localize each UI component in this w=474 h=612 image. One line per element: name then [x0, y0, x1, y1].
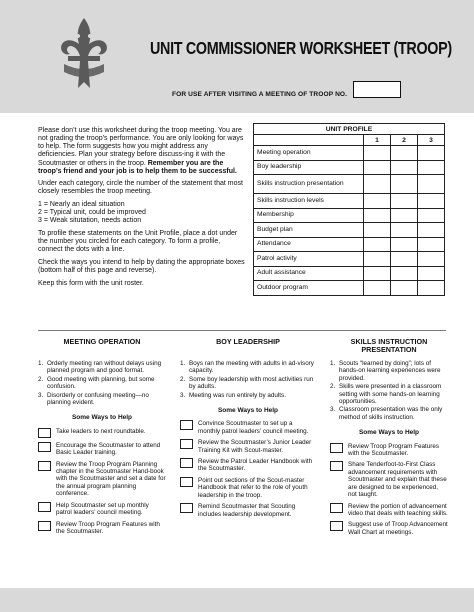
help-text: Help Scoutmaster set up monthly patrol leaders’ council meeting. [56, 501, 149, 517]
statement-item[interactable] [180, 360, 316, 375]
help-item [38, 502, 166, 517]
footer-band [0, 588, 474, 612]
date-checkbox[interactable] [38, 442, 51, 452]
profile-cell[interactable] [391, 281, 418, 296]
troop-number-label: FOR USE AFTER VISITING A MEETING OF TROOP NO. [172, 91, 348, 98]
help-text: Convince Scoutmaster to set up a monthly patrol leaders’ council meeting. [198, 420, 309, 435]
profile-cell[interactable] [418, 252, 445, 267]
statement-item[interactable] [330, 360, 448, 382]
help-item [180, 503, 316, 518]
boy-leadership-section [180, 338, 316, 522]
section-heading: SKILLS INSTRUCTION PRESENTATION [350, 337, 428, 355]
statement-number: 1. [38, 360, 44, 367]
help-text: Take leaders to next roundtable. [56, 427, 146, 435]
profile-row-label: Adult assistance [254, 266, 364, 281]
statement-list [38, 360, 166, 406]
date-checkbox[interactable] [180, 458, 193, 468]
instructions-para-4: Check the ways you intend to help by dating the appropriate boxes (bottom half of this page and reverse). [38, 258, 245, 275]
instructions-para-1 [38, 127, 246, 176]
profile-cell[interactable] [418, 266, 445, 281]
help-text: Review the Scoutmaster’s Junior Leader Training Kit with Scout-master. [198, 439, 312, 454]
instructions-para-5: Keep this form with the unit roster. [38, 279, 144, 287]
profile-cell[interactable] [364, 223, 391, 238]
unit-profile-title: UNIT PROFILE [254, 124, 445, 135]
statement-text: Scouts “learned by doing”; lots of hands-on learning experiences were provided. [339, 360, 441, 382]
profile-cell[interactable] [364, 146, 391, 161]
date-checkbox[interactable] [330, 503, 343, 513]
instructions [38, 127, 246, 292]
statement-text: Boys ran the meeting with adults in ad-visory capacity. [189, 360, 314, 375]
profile-cell[interactable] [391, 208, 418, 223]
date-checkbox[interactable] [330, 521, 343, 531]
profile-cell[interactable] [418, 160, 445, 175]
help-item [38, 442, 166, 457]
help-item [180, 439, 316, 454]
date-checkbox[interactable] [38, 502, 51, 512]
meeting-operation-section [38, 338, 166, 539]
date-checkbox[interactable] [38, 461, 51, 471]
profile-cell[interactable] [391, 146, 418, 161]
statement-number: 2. [180, 375, 186, 383]
statement-number: 3. [330, 406, 336, 414]
help-text: Review the Patrol Leader Handbook with the Scoutmaster. [198, 458, 313, 473]
instructions-text: Please don’t use this worksheet during the troop meeting. You are not grading the troop’s performance. You are only looking for ways to help. The form suggests how you might address any deficiencies. Plan your strategy before discuss-ing it with the Scoutmaster or others in the troop. [38, 127, 244, 167]
profile-cell[interactable] [391, 160, 418, 175]
profile-cell[interactable] [418, 194, 445, 209]
statement-text: Skills were presented in a classroom setting with some hands-on learning opportunities. [339, 383, 442, 406]
rating-scale-item: 1 = Nearly an ideal situation [38, 201, 125, 209]
date-checkbox[interactable] [330, 443, 343, 453]
profile-cell[interactable] [391, 194, 418, 209]
help-item [330, 443, 448, 458]
profile-cell[interactable] [391, 223, 418, 238]
statement-list [180, 360, 316, 399]
profile-cell[interactable] [418, 237, 445, 252]
date-checkbox[interactable] [180, 503, 193, 513]
section-heading: BOY LEADERSHIP [216, 337, 280, 346]
profile-row-label: Outdoor program [254, 281, 364, 296]
profile-row-label: Membership [254, 208, 364, 223]
date-checkbox[interactable] [38, 428, 51, 438]
help-text: Encourage the Scoutmaster to attend Basic Leader training. [56, 441, 161, 457]
help-item [180, 477, 316, 499]
profile-col-3: 3 [418, 135, 445, 146]
profile-cell[interactable] [391, 252, 418, 267]
profile-cell[interactable] [364, 281, 391, 296]
profile-cell[interactable] [391, 175, 418, 194]
help-item [330, 521, 448, 536]
profile-row-label: Meeting operation [254, 146, 364, 161]
profile-cell[interactable] [418, 223, 445, 238]
profile-row-label: Budget plan [254, 223, 364, 238]
help-item [38, 461, 166, 498]
help-item [330, 461, 448, 498]
statement-item[interactable] [330, 406, 448, 421]
help-item [180, 420, 316, 435]
date-checkbox[interactable] [38, 521, 51, 531]
rating-scale-item: 2 = Typical unit, could be improved [38, 209, 146, 217]
statement-list [330, 360, 448, 421]
profile-header-blank [254, 135, 364, 146]
profile-row-label: Patrol activity [254, 252, 364, 267]
profile-cell[interactable] [418, 208, 445, 223]
profile-col-1: 1 [364, 135, 391, 146]
skills-instruction-section [330, 338, 448, 540]
statement-item[interactable] [180, 392, 316, 399]
help-item [38, 521, 166, 536]
statement-item[interactable] [38, 360, 166, 375]
help-item [330, 503, 448, 518]
statement-item[interactable] [330, 383, 448, 405]
help-text: Suggest use of Troop Advancement Wall Chart at meetings. [348, 521, 448, 536]
profile-cell[interactable] [391, 266, 418, 281]
help-text: Point out sections of the Scout-master Handbook that refer to the role of youth leadership in the troop. [198, 476, 308, 499]
help-title: Some Ways to Help [358, 429, 420, 437]
date-checkbox[interactable] [180, 439, 193, 449]
help-title: Some Ways to Help [71, 414, 133, 422]
help-text: Review Troop Program Features with the Scoutmaster. [56, 520, 160, 535]
statement-text: Classroom presentation was the only method of skills instruction. [339, 406, 443, 421]
profile-cell[interactable] [364, 175, 391, 194]
help-text: Share Tenderfoot-to-First Class advancement requirements with Scoutmaster and explain that these are designed to be experienced, not taught. [348, 461, 447, 499]
profile-cell[interactable] [364, 237, 391, 252]
profile-row-label: Attendance [254, 237, 364, 252]
instructions-emphasis: Remember you are the troop’s friend and your job is to help them to be successful. [38, 159, 237, 175]
unit-profile-table [253, 123, 445, 296]
instructions-para-2: Under each category, circle the number of the statement that most closely resembles the troop meeting. [38, 180, 243, 196]
statement-number: 2. [38, 375, 44, 383]
profile-col-2: 2 [391, 135, 418, 146]
date-checkbox[interactable] [180, 477, 193, 487]
profile-cell[interactable] [364, 160, 391, 175]
statement-text: Some boy leadership with most activities run by adults. [189, 375, 314, 391]
fleur-de-lis-emblem [56, 16, 112, 94]
profile-cell[interactable] [418, 146, 445, 161]
help-text: Review Troop Program Features with the Scoutmaster. [348, 442, 439, 458]
profile-cell[interactable] [418, 175, 445, 194]
statement-text: Meeting was run entirely by adults. [189, 391, 286, 399]
instructions-para-3: To profile these statements on the Unit Profile, place a dot under the number you circled for each category. To form a profile, connect the dots with a line. [38, 230, 238, 254]
statement-text: Disorderly or confusing meeting—no planning evident. [47, 391, 149, 407]
statement-number: 3. [38, 391, 44, 399]
rating-scale-item: 3 = Weak situtation, needs action [38, 217, 142, 225]
help-title: Some Ways to Help [217, 407, 279, 415]
profile-cell[interactable] [364, 266, 391, 281]
help-text: Review the portion of advancement video that deals with teaching skills. [348, 502, 448, 517]
section-divider [38, 330, 446, 331]
statement-text: Good meeting with planning, but some confusion. [47, 375, 155, 391]
section-heading: MEETING OPERATION [63, 337, 141, 346]
profile-cell[interactable] [364, 194, 391, 209]
help-item [180, 458, 316, 473]
help-item [38, 428, 166, 438]
statement-number: 3. [180, 391, 186, 399]
profile-cell[interactable] [391, 237, 418, 252]
profile-cell[interactable] [364, 208, 391, 223]
help-text: Review the Troop Program Planning chapter in the Scoutmaster Hand-book with the Scoutmaster and set a date for the annual program planning conference. [56, 460, 166, 498]
statement-number: 1. [180, 360, 186, 367]
profile-cell[interactable] [364, 252, 391, 267]
statement-text: Orderly meeting ran without delays using planned program and good format. [47, 360, 162, 375]
date-checkbox[interactable] [180, 420, 193, 430]
profile-row-label: Skills instruction levels [254, 194, 364, 209]
statement-number: 2. [330, 383, 336, 391]
troop-number-field[interactable] [353, 81, 401, 98]
statement-number: 1. [330, 360, 336, 367]
help-text: Remind Scoutmaster that Scouting includes leadership development. [198, 503, 296, 518]
statement-item[interactable] [180, 376, 316, 391]
profile-row-label: Boy leadership [254, 160, 364, 175]
date-checkbox[interactable] [330, 461, 343, 471]
profile-row-label: Skills instruction presentation [254, 175, 364, 194]
page-title: UNIT COMMISSIONER WORKSHEET (TROOP) [150, 38, 452, 58]
rating-scale [38, 201, 246, 226]
statement-item[interactable] [38, 376, 166, 391]
profile-cell[interactable] [418, 281, 445, 296]
statement-item[interactable] [38, 392, 166, 407]
